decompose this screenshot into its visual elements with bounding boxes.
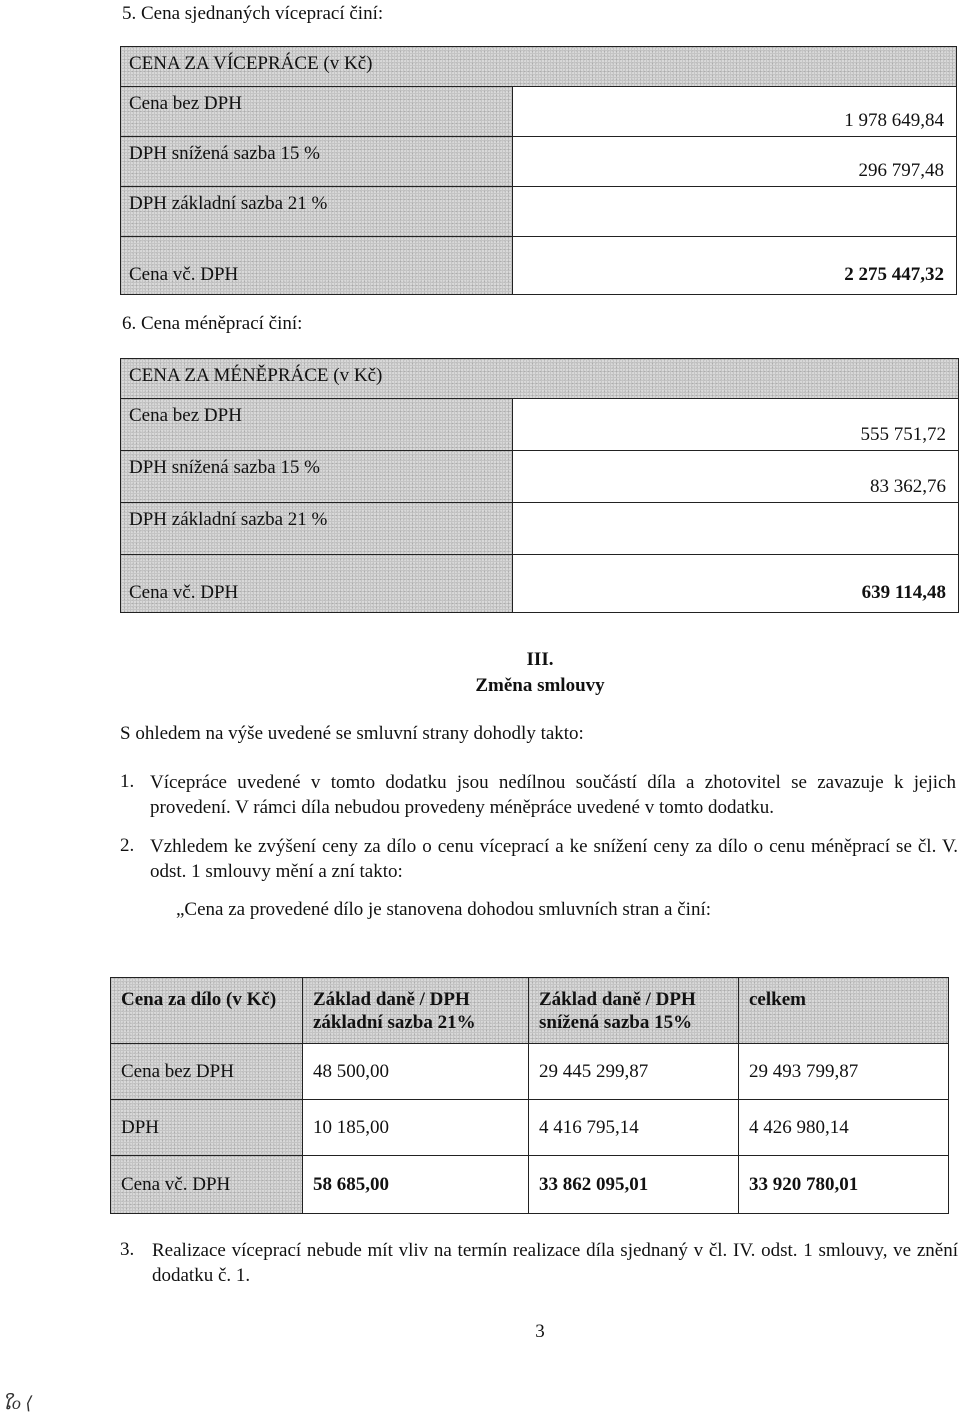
point-2-text: Vzhledem ke zvýšení ceny za dílo o cenu víceprací a ke snížení ceny za dílo o cenu méněprací se čl. V. odst. 1 smlouvy mění a zní takto: (150, 836, 958, 882)
less-work-label-price-with-vat: Cena vč. DPH (121, 555, 513, 613)
less-work-value-vat-reduced: 83 362,76 (513, 451, 959, 503)
price-table-header-total: celkem (739, 978, 949, 1044)
article-title: Změna smlouvy (475, 675, 605, 696)
less-work-table-header: CENA ZA MÉNĚPRÁCE (v Kč) (121, 359, 959, 399)
quote-line: „Cena za provedené dílo je stanovena dohodou smluvních stran a činí: (176, 899, 712, 920)
less-work-table (120, 358, 959, 613)
less-work-label-vat-reduced: DPH snížená sazba 15 % (121, 451, 513, 503)
price-table-row-label: Cena bez DPH (111, 1044, 303, 1100)
point-2-number: 2. (120, 835, 135, 856)
price-table-cell: 33 920 780,01 (739, 1156, 949, 1214)
price-table-header-reduced-rate: Základ daně / DPH snížená sazba 15% (529, 978, 739, 1044)
extra-work-value-price-with-vat: 2 275 447,32 (513, 237, 957, 295)
price-table-header-basic-rate: Základ daně / DPH základní sazba 21% (303, 978, 529, 1044)
price-table-cell: 33 862 095,01 (529, 1156, 739, 1214)
margin-handwritten-mark: ໃo ⟨ (2, 1393, 33, 1413)
point-3-text: Realizace víceprací nebude mít vliv na termín realizace díla sjednaný v čl. IV. odst. 1 smlouvy, ve znění dodatku č. 1. (152, 1240, 958, 1286)
intro-sentence: S ohledem na výše uvedené se smluvní strany dohodly takto: (120, 723, 584, 744)
extra-work-value-price-without-vat: 1 978 649,84 (513, 87, 957, 137)
less-work-value-price-without-vat: 555 751,72 (513, 399, 959, 451)
extra-work-label-vat-basic: DPH základní sazba 21 % (121, 187, 513, 237)
extra-work-value-vat-basic (513, 187, 957, 237)
less-work-label-price-without-vat: Cena bez DPH (121, 399, 513, 451)
price-table-cell: 29 445 299,87 (529, 1044, 739, 1100)
point-1-number: 1. (120, 771, 135, 792)
extra-work-label-price-with-vat: Cena vč. DPH (121, 237, 513, 295)
point-3-number: 3. (120, 1239, 135, 1260)
price-table-row-label: Cena vč. DPH (111, 1156, 303, 1214)
contract-price-table (110, 977, 949, 1214)
price-table-cell: 29 493 799,87 (739, 1044, 949, 1100)
extra-work-label-vat-reduced: DPH snížená sazba 15 % (121, 137, 513, 187)
extra-work-label-price-without-vat: Cena bez DPH (121, 87, 513, 137)
price-table-cell: 10 185,00 (303, 1100, 529, 1156)
extra-work-table (120, 46, 957, 295)
extra-work-table-header: CENA ZA VÍCEPRÁCE (v Kč) (121, 47, 957, 87)
point-1-text: Vícepráce uvedené v tomto dodatku jsou nedílnou součástí díla a zhotovitel se zavazuje k jejich provedení. V rámci díla nebudou provedeny méněpráce uvedené v tomto dodatku. (150, 772, 956, 818)
extra-work-value-vat-reduced: 296 797,48 (513, 137, 957, 187)
section-6-heading: 6. Cena méněprací činí: (122, 313, 303, 334)
price-table-cell: 4 416 795,14 (529, 1100, 739, 1156)
price-table-row-label: DPH (111, 1100, 303, 1156)
price-table-cell: 58 685,00 (303, 1156, 529, 1214)
price-table-cell: 48 500,00 (303, 1044, 529, 1100)
price-table-cell: 4 426 980,14 (739, 1100, 949, 1156)
less-work-value-vat-basic (513, 503, 959, 555)
less-work-label-vat-basic: DPH základní sazba 21 % (121, 503, 513, 555)
price-table-header-price: Cena za dílo (v Kč) (111, 978, 303, 1044)
section-5-heading: 5. Cena sjednaných víceprací činí: (122, 3, 384, 24)
page-number: 3 (535, 1321, 545, 1342)
article-number: III. (526, 649, 554, 670)
less-work-value-price-with-vat: 639 114,48 (513, 555, 959, 613)
